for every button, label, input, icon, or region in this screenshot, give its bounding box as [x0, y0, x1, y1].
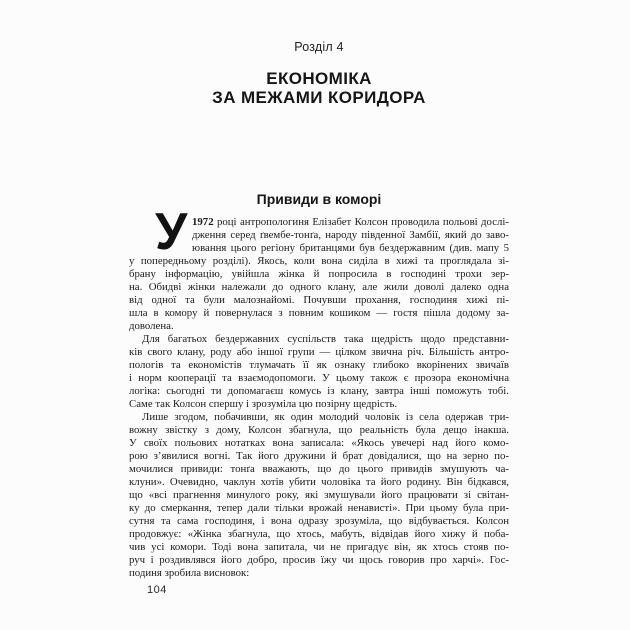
body-line: клуни». Очевидно, чаклун хотів убити чоловіка та його родину. Він бідкався,: [129, 476, 509, 488]
chapter-title: [99, 69, 539, 107]
body-line: на. Обидві жінки належали до одного клану, але жили доволі далеко одна: [129, 281, 509, 293]
body-line: логіка: сьогодні ти допомагаєш комусь із клану, завтра інші поможуть тобі.: [129, 385, 509, 397]
body-line: ювання цього регіону британцями був бездержавним (див. мапу 5: [192, 242, 509, 254]
drop-cap: У: [155, 203, 188, 261]
body-line: дження серед ґвембе-тонґа, народу південної Замбії, який до заво-: [192, 229, 509, 241]
body-line: ків свого клану, роду або іншої групи — цілком звична річ. Більшість антро-: [129, 346, 509, 358]
body-line: ку до смеркання, тепер дали тільки врожай ненависті». При цьому була при-: [129, 502, 509, 514]
body-line: сутня та сама господиня, і вона одразу зрозуміла, що відбувається. Колсон: [129, 515, 509, 527]
body-line: у попередньому розділі). Якось, коли вона сиділа в хижі та проглядала зі-: [129, 255, 509, 267]
body-line: рою з’явилися вогні. Так його дружини й брат довідалися, що на зерно по-: [129, 450, 509, 462]
body-line: продовжує: «Жінка збагнула, що хтось, мабуть, відвідав його хижу й поба-: [129, 528, 509, 540]
body-line: руч і роздивлявся його добро, просив їжу чи щось говорив про харчі». Гос-: [129, 554, 509, 566]
body-line: і норм кооперації та взаємодопомоги. У цьому також є прозора економічна: [129, 372, 509, 384]
body-text: [129, 203, 509, 580]
lead-in-year: 1972: [192, 216, 214, 228]
chapter-label: Розділ 4: [294, 40, 344, 54]
body-line: У своїх польових нотатках вона записала: «Якось увечері над його комо-: [129, 437, 509, 449]
body-line: мочилися привиди: тонґа вважають, що до цього привидів змушують ча-: [129, 463, 509, 475]
body-line: подиня зробила висновок:: [129, 567, 250, 579]
body-line: чив усі комори. Тоді вона запитала, чи не пригадує він, як хтось стояв по-: [129, 541, 509, 553]
page-number: 104: [147, 584, 167, 596]
section-heading: Привиди в коморі: [256, 191, 382, 207]
body-line: від одної та були малознайомі. Почувши прохання, господиня хижі пі-: [129, 294, 509, 306]
body-line: доволена.: [129, 320, 174, 332]
body-line: брану інформацію, увійшла жінка й попросила в господині трохи зер-: [129, 268, 509, 280]
chapter-title-line1: ЕКОНОМІКА: [266, 69, 372, 88]
body-line: шла в комору й повернулася з повним кошиком — гостя пішла додому за-: [129, 307, 509, 319]
body-line: Для багатьох бездержавних суспільств така щедрість щодо представни-: [142, 333, 509, 345]
body-line-text: році антропологиня Елізабет Колсон проводила польові дослі-: [213, 216, 509, 228]
body-line: Саме так Колсон спершу і зрозуміла цю позірну щедрість.: [129, 398, 398, 410]
body-line: що «всі прагнення минулого року, які змушували його працювати зі світан-: [129, 489, 509, 501]
body-line: пологів та економістів тлумачать її як ознаку глибоко вкорінених звичаїв: [129, 359, 509, 371]
chapter-title-line2: ЗА МЕЖАМИ КОРИДОРА: [212, 88, 426, 107]
body-line: вожну звістку з дому, Колсон збагнула, що реальність була дещо інакша.: [129, 424, 509, 436]
body-line: Лише згодом, побачивши, як один молодий чоловік із села одержав три-: [142, 411, 509, 423]
